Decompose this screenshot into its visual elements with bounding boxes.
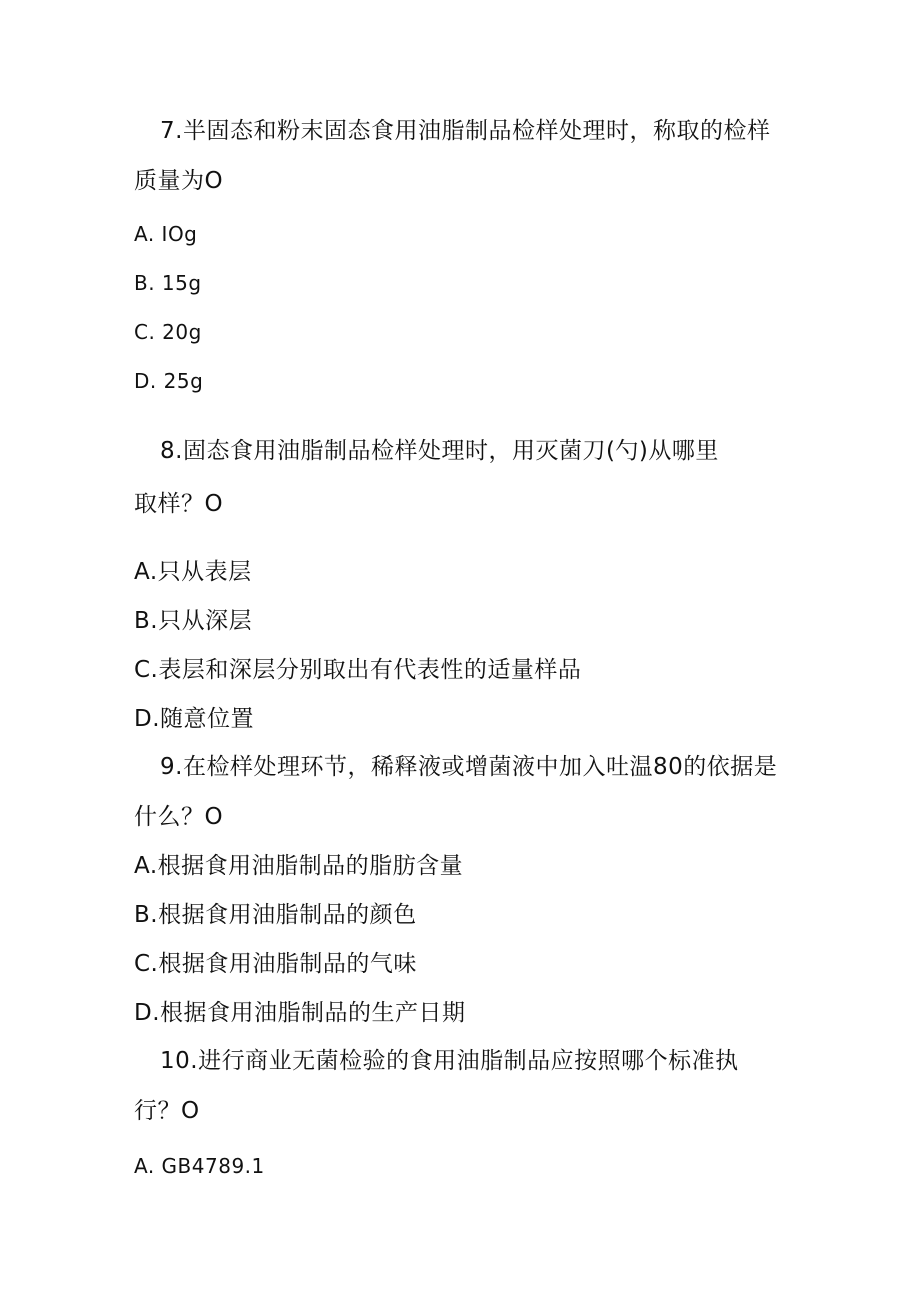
question-9-option-b: B.根据食用油脂制品的颜色	[134, 902, 417, 928]
question-7-stem-line2: 质量为O	[134, 168, 224, 194]
question-9-stem-line2: 什么？O	[134, 804, 224, 830]
question-7-option-a: A. IOg	[134, 222, 198, 246]
question-8-option-b: B.只从深层	[134, 608, 253, 634]
question-8-stem-line2: 取样？O	[134, 491, 224, 517]
question-9-option-d: D.根据食用油脂制品的生产日期	[134, 1000, 466, 1026]
question-7-option-d: D. 25g	[134, 369, 204, 393]
question-10-option-a: A. GB4789.1	[134, 1154, 265, 1178]
question-9-option-c: C.根据食用油脂制品的气味	[134, 951, 417, 977]
question-9-option-a: A.根据食用油脂制品的脂肪含量	[134, 853, 464, 879]
question-8-option-d: D.随意位置	[134, 706, 255, 732]
question-8-stem-line1: 8.固态食用油脂制品检样处理时，用灭菌刀(勺)从哪里	[160, 438, 719, 464]
question-7-option-b: B. 15g	[134, 271, 202, 295]
question-10-stem-line1: 10.进行商业无菌检验的食用油脂制品应按照哪个标准执	[160, 1048, 739, 1074]
question-7-stem-line1: 7.半固态和粉末固态食用油脂制品检样处理时，称取的检样	[160, 118, 771, 144]
question-8-option-c: C.表层和深层分别取出有代表性的适量样品	[134, 657, 582, 683]
question-10-stem-line2: 行？O	[134, 1098, 200, 1124]
question-7-option-c: C. 20g	[134, 320, 202, 344]
question-9-stem-line1: 9.在检样处理环节，稀释液或增菌液中加入吐温80的依据是	[160, 754, 778, 780]
question-8-option-a: A.只从表层	[134, 559, 252, 585]
